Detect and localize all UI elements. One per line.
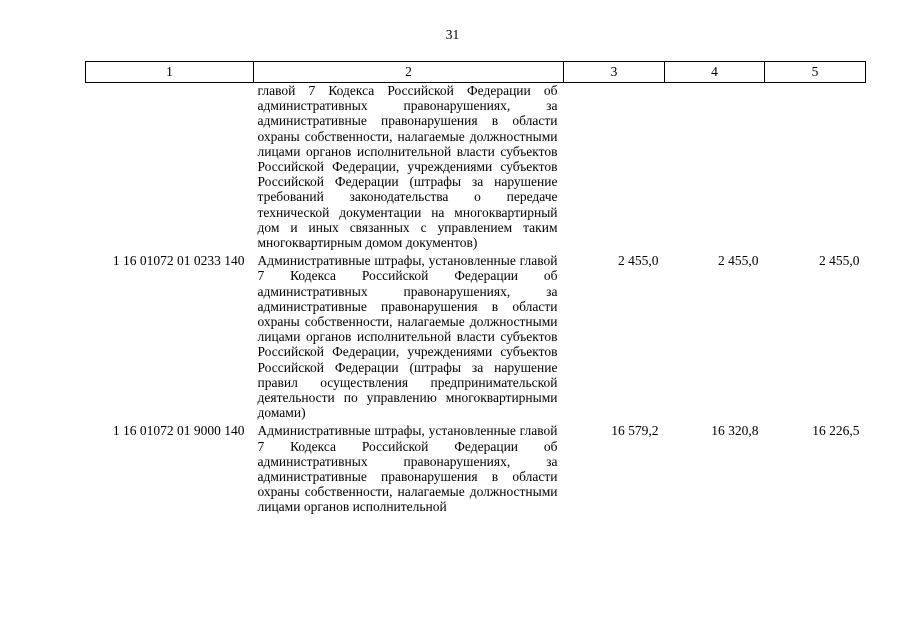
row-value-col4: 2 455,0 xyxy=(718,253,759,269)
header-col-5: 5 xyxy=(765,62,866,83)
table-row xyxy=(86,420,866,514)
header-col-2: 2 xyxy=(254,62,564,83)
table-body xyxy=(86,83,866,515)
header-col-1: 1 xyxy=(86,62,254,83)
row-description: Административные штрафы, установленные главой 7 Кодекса Российской Федерации об административных правонарушениях, за административные правонарушения в области охраны собственности, налагаемые должностными лицами органов исполнительной xyxy=(257,423,558,515)
header-col-3: 3 xyxy=(564,62,665,83)
row-value-col4 xyxy=(665,83,765,251)
row-value-col5 xyxy=(765,83,866,251)
row-value-col3: 16 579,2 xyxy=(611,423,659,439)
row-value-col3 xyxy=(564,83,665,251)
page-number: 31 xyxy=(445,27,460,42)
table-row xyxy=(86,83,866,251)
row-value-col3: 2 455,0 xyxy=(618,253,659,269)
header-col-4: 4 xyxy=(665,62,765,83)
header-row xyxy=(86,62,866,83)
row-value-col5: 16 226,5 xyxy=(812,423,860,439)
table-header xyxy=(86,62,866,83)
row-description: Административные штрафы, установленные главой 7 Кодекса Российской Федерации об административных правонарушениях, за административные правонарушения в области охраны собственности, налагаемые должностными лицами органов исполнительной власти субъектов Российской Федерации, учреждениями субъектов Российской Федерации (штрафы за нарушение правил осуществления предпринимательской деятельности по управлению многоквартирными домами) xyxy=(257,253,558,421)
row-code xyxy=(86,83,254,251)
row-description: главой 7 Кодекса Российской Федерации об административных правонарушениях, за административные правонарушения в области охраны собственности, налагаемые должностными лицами органов исполнительной власти субъектов Российской Федерации, учреждениями субъектов Российской Федерации (штрафы за нарушение требований законодательства о передаче технической документации на многоквартирный дом и иных связанных с управлением таким многоквартирным домом документов) xyxy=(257,83,558,251)
row-code: 1 16 01072 01 9000 140 xyxy=(112,423,245,439)
row-code: 1 16 01072 01 0233 140 xyxy=(112,253,245,269)
budget-table xyxy=(85,61,866,515)
row-value-col4: 16 320,8 xyxy=(711,423,759,439)
row-value-col5: 2 455,0 xyxy=(819,253,860,269)
table-row xyxy=(86,250,866,420)
